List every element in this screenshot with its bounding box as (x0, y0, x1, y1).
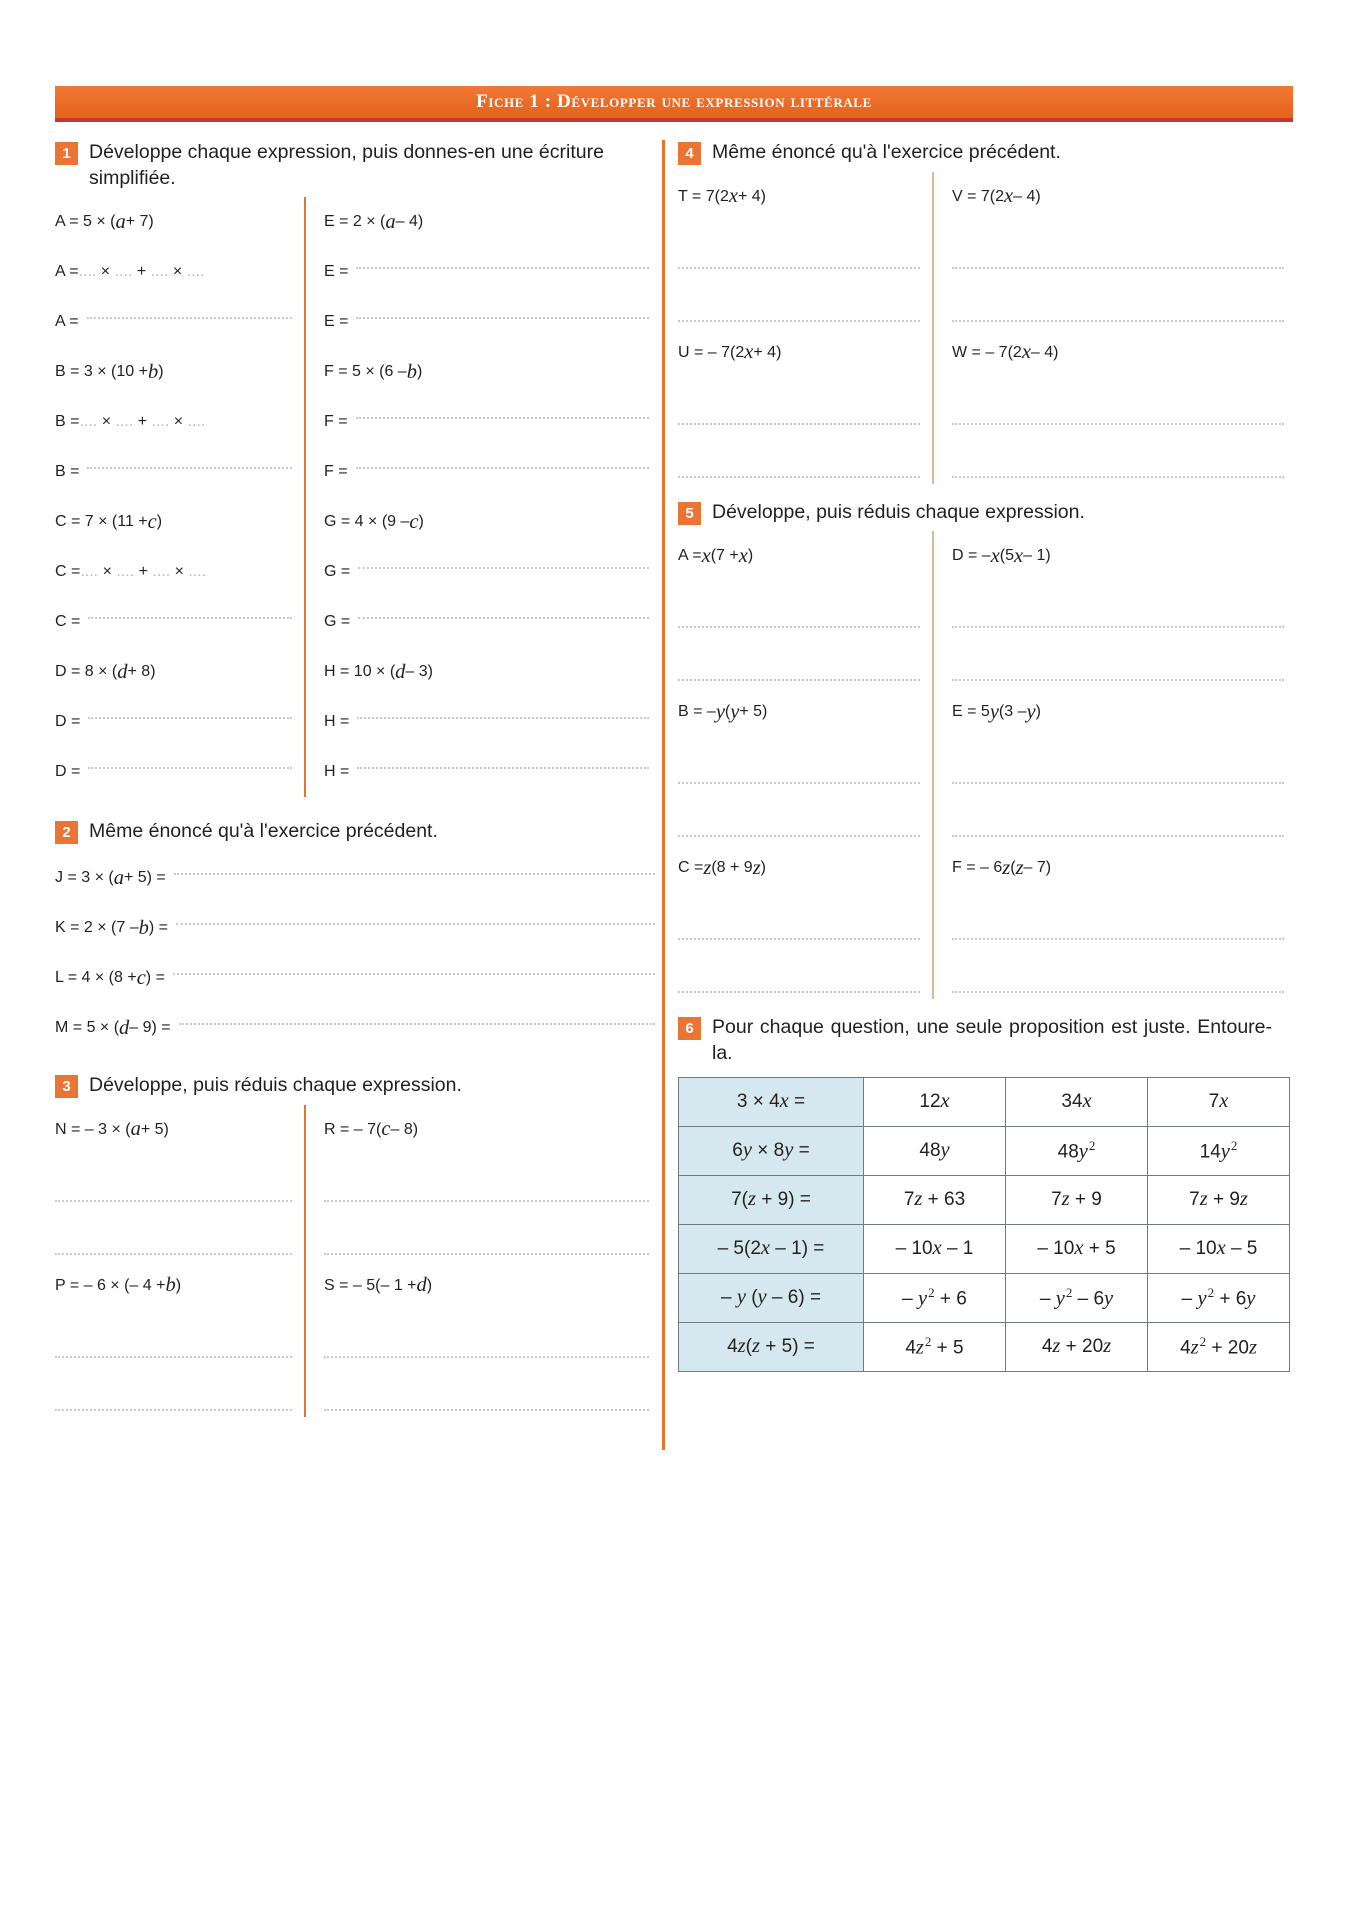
exercise-1-prompt: Développe chaque expression, puis donnes-en une écriture simplifiée. (89, 141, 604, 189)
item-B5-answer-2[interactable] (678, 790, 920, 843)
banner-bar (55, 86, 1293, 118)
qcm-option-5-b[interactable]: – $y^2 - 6y$ (1006, 1273, 1148, 1322)
exercise-5 (678, 500, 1290, 1000)
exercise-3-left-items (55, 1105, 298, 1417)
item-N-answer-1[interactable] (55, 1155, 292, 1208)
banner-underline (55, 118, 1293, 122)
item-J[interactable]: J = 3 × ( a + 5) = (55, 853, 655, 903)
qcm-option-2-a[interactable]: 48y (864, 1126, 1006, 1175)
item-D-step2[interactable]: D = (55, 747, 292, 797)
item-T-answer-2[interactable] (678, 275, 920, 328)
qcm-question-4: – 5(2x – 1) = (679, 1224, 864, 1273)
item-E-step1[interactable]: E = (324, 247, 649, 297)
item-E-step2[interactable]: E = (324, 297, 649, 347)
left-column (55, 140, 655, 1417)
item-D-expression: D = 8 × ( d + 8) (55, 660, 156, 683)
item-C-step2[interactable]: C = (55, 597, 292, 647)
item-S-answer-1[interactable] (324, 1311, 649, 1364)
exercise-4-prompt: Même énoncé qu'à l'exercice précédent. (712, 141, 1061, 163)
qcm-question-6: 4z(z + 5) = (679, 1322, 864, 1371)
column-divider (662, 140, 665, 1450)
item-R-answer-2[interactable] (324, 1208, 649, 1261)
table-row (679, 1126, 1290, 1175)
item-H-expression: H = 10 × ( d – 3) (324, 660, 433, 683)
table-row (679, 1077, 1290, 1126)
item-W-answer-1[interactable] (952, 378, 1284, 431)
item-T-expression: T = 7(2 x + 4) (678, 185, 766, 208)
item-U-expression: U = – 7(2 x + 4) (678, 341, 782, 364)
item-E5-expression: E = 5 y (3 – y ) (952, 700, 1041, 723)
right-column (678, 140, 1290, 1372)
item-A5-expression: A = x (7 + x ) (678, 544, 754, 567)
item-D-step1[interactable]: D = (55, 697, 292, 747)
item-A-step1[interactable]: A = .... × .... + .... × .... (55, 263, 205, 281)
qcm-option-3-c[interactable]: 7z + 9z (1148, 1175, 1290, 1224)
exercise-5-heading (678, 500, 1290, 526)
item-V-answer-1[interactable] (952, 222, 1284, 275)
exercise-2-heading (55, 819, 655, 845)
exercise-3-prompt: Développe, puis réduis chaque expression. (89, 1074, 462, 1097)
item-H-step1[interactable]: H = (324, 697, 649, 747)
table-row (679, 1175, 1290, 1224)
qcm-question-5: – y (y – 6) = (679, 1273, 864, 1322)
item-C5-answer-2[interactable] (678, 946, 920, 999)
exercise-4-heading (678, 140, 1290, 166)
qcm-option-2-c[interactable]: $14y^2$ (1148, 1126, 1290, 1175)
item-F-expression: F = 5 × (6 – b ) (324, 360, 423, 383)
exercise-6-prompt: Pour chaque question, une seule proposition est juste. Entoure-la. (712, 1016, 1272, 1065)
exercise-1-inner-divider (304, 197, 307, 797)
item-E-expression: E = 2 × ( a – 4) (324, 210, 424, 233)
item-U-answer-2[interactable] (678, 431, 920, 484)
exercise-5-grid (678, 531, 1290, 999)
table-row (679, 1224, 1290, 1273)
page-title: Fiche 1 : Développer une expression littérale (476, 91, 872, 112)
item-V-answer-2[interactable] (952, 275, 1284, 328)
item-C5-expression: C = z (8 + 9 z ) (678, 856, 766, 879)
item-C5-answer-1[interactable] (678, 893, 920, 946)
item-L[interactable]: L = 4 × (8 + c ) = (55, 953, 655, 1003)
item-A5-answer-2[interactable] (678, 634, 920, 687)
qcm-option-6-c[interactable]: $4z^2 + 20z$ (1148, 1322, 1290, 1371)
exercise-3-right-items (312, 1105, 655, 1417)
qcm-option-4-b[interactable]: – 10x + 5 (1006, 1224, 1148, 1273)
exercise-1-grid (55, 197, 655, 797)
item-H-step2[interactable]: H = (324, 747, 649, 797)
item-R-answer-1[interactable] (324, 1155, 649, 1208)
item-V-expression: V = 7(2 x – 4) (952, 185, 1041, 208)
exercise-5-prompt: Développe, puis réduis chaque expression. (712, 500, 1085, 523)
exercise-4-right-items (940, 172, 1290, 484)
qcm-option-1-b[interactable]: 34x (1006, 1077, 1148, 1126)
item-B-step1[interactable]: B = .... × .... + .... × .... (55, 413, 206, 431)
item-P-answer-2[interactable] (55, 1364, 292, 1417)
item-G-step1[interactable]: G = (324, 547, 649, 597)
exercise-3-grid (55, 1105, 655, 1417)
item-T-answer-1[interactable] (678, 222, 920, 275)
exercise-6-number: 6 (678, 1017, 701, 1040)
exercise-4-number: 4 (678, 142, 701, 165)
item-F5-expression: F = – 6 z ( z – 7) (952, 856, 1052, 879)
item-P-answer-1[interactable] (55, 1311, 292, 1364)
exercise-2 (55, 819, 655, 1053)
exercise-1 (55, 140, 655, 797)
qcm-option-1-a[interactable]: 12x (864, 1077, 1006, 1126)
qcm-option-5-c[interactable]: – $y^2 + 6y$ (1148, 1273, 1290, 1322)
qcm-option-3-a[interactable]: 7z + 63 (864, 1175, 1006, 1224)
qcm-option-5-a[interactable]: – $y^2 + 6$ (864, 1273, 1006, 1322)
exercise-2-items (55, 853, 655, 1053)
item-S-answer-2[interactable] (324, 1364, 649, 1417)
item-B-step2[interactable]: B = (55, 447, 292, 497)
exercise-1-number: 1 (55, 142, 78, 165)
qcm-option-3-b[interactable]: 7z + 9 (1006, 1175, 1148, 1224)
item-N-expression: N = – 3 × ( a + 5) (55, 1118, 169, 1141)
item-D5-answer-2[interactable] (952, 634, 1284, 687)
item-P-expression: P = – 6 × (– 4 + b ) (55, 1274, 182, 1297)
item-B5-expression: B = – y ( y + 5) (678, 700, 768, 723)
item-D5-expression: D = – x (5 x – 1) (952, 544, 1051, 567)
qcm-question-2: 6y × 8y = (679, 1126, 864, 1175)
item-R-expression: R = – 7( c – 8) (324, 1118, 419, 1141)
exercise-5-right-items (940, 531, 1290, 999)
exercise-4 (678, 140, 1290, 484)
exercise-3-heading (55, 1073, 655, 1099)
table-row (679, 1322, 1290, 1371)
exercise-1-right-items (312, 197, 655, 797)
item-E5-answer-2[interactable] (952, 790, 1284, 843)
item-C-step1[interactable]: C = .... × .... + .... × .... (55, 563, 207, 581)
qcm-question-1: 3 × 4x = (679, 1077, 864, 1126)
qcm-option-4-a[interactable]: – 10x – 1 (864, 1224, 1006, 1273)
exercise-1-heading (55, 140, 655, 191)
item-M[interactable]: M = 5 × ( d – 9) = (55, 1003, 655, 1053)
item-S-expression: S = – 5(– 1 + d ) (324, 1274, 433, 1297)
qcm-option-2-b[interactable]: $48y^2$ (1006, 1126, 1148, 1175)
item-F-step1[interactable]: F = (324, 397, 649, 447)
qcm-option-4-c[interactable]: – 10x – 5 (1148, 1224, 1290, 1273)
exercise-4-grid (678, 172, 1290, 484)
item-F-step2[interactable]: F = (324, 447, 649, 497)
exercise-4-left-items (678, 172, 926, 484)
page-banner (55, 86, 1293, 122)
item-B5-answer-1[interactable] (678, 737, 920, 790)
item-A5-answer-1[interactable] (678, 581, 920, 634)
table-row (679, 1273, 1290, 1322)
exercise-6 (678, 1015, 1290, 1371)
exercise-6-heading (678, 1015, 1290, 1066)
item-E5-answer-1[interactable] (952, 737, 1284, 790)
exercise-1-left-items (55, 197, 298, 797)
item-W-answer-2[interactable] (952, 431, 1284, 484)
item-B-expression: B = 3 × (10 + b ) (55, 360, 164, 383)
item-F5-answer-2[interactable] (952, 946, 1284, 999)
qcm-option-6-b[interactable]: 4z + 20z (1006, 1322, 1148, 1371)
qcm-option-6-a[interactable]: $4z^2 + 5$ (864, 1322, 1006, 1371)
qcm-question-3: 7(z + 9) = (679, 1175, 864, 1224)
item-G-expression: G = 4 × (9 – c ) (324, 510, 424, 533)
item-G-step2[interactable]: G = (324, 597, 649, 647)
exercise-2-number: 2 (55, 821, 78, 844)
qcm-option-1-c[interactable]: 7x (1148, 1077, 1290, 1126)
item-W-expression: W = – 7(2 x – 4) (952, 341, 1059, 364)
exercise-3-number: 3 (55, 1075, 78, 1098)
exercise-3-inner-divider (304, 1105, 307, 1417)
item-U-answer-1[interactable] (678, 378, 920, 431)
item-N-answer-2[interactable] (55, 1208, 292, 1261)
exercise-5-inner-divider (932, 531, 934, 999)
item-C-expression: C = 7 × (11 + c ) (55, 510, 163, 533)
item-A-expression: A = 5 × ( a + 7) (55, 210, 154, 233)
qcm-table (678, 1077, 1290, 1372)
exercise-2-prompt: Même énoncé qu'à l'exercice précédent. (89, 820, 438, 843)
item-F5-answer-1[interactable] (952, 893, 1284, 946)
exercise-4-inner-divider (932, 172, 934, 484)
item-D5-answer-1[interactable] (952, 581, 1284, 634)
item-A-step2[interactable]: A = (55, 297, 292, 347)
exercise-5-number: 5 (678, 502, 701, 525)
exercise-3 (55, 1073, 655, 1417)
item-K[interactable]: K = 2 × (7 – b ) = (55, 903, 655, 953)
exercise-5-left-items (678, 531, 926, 999)
